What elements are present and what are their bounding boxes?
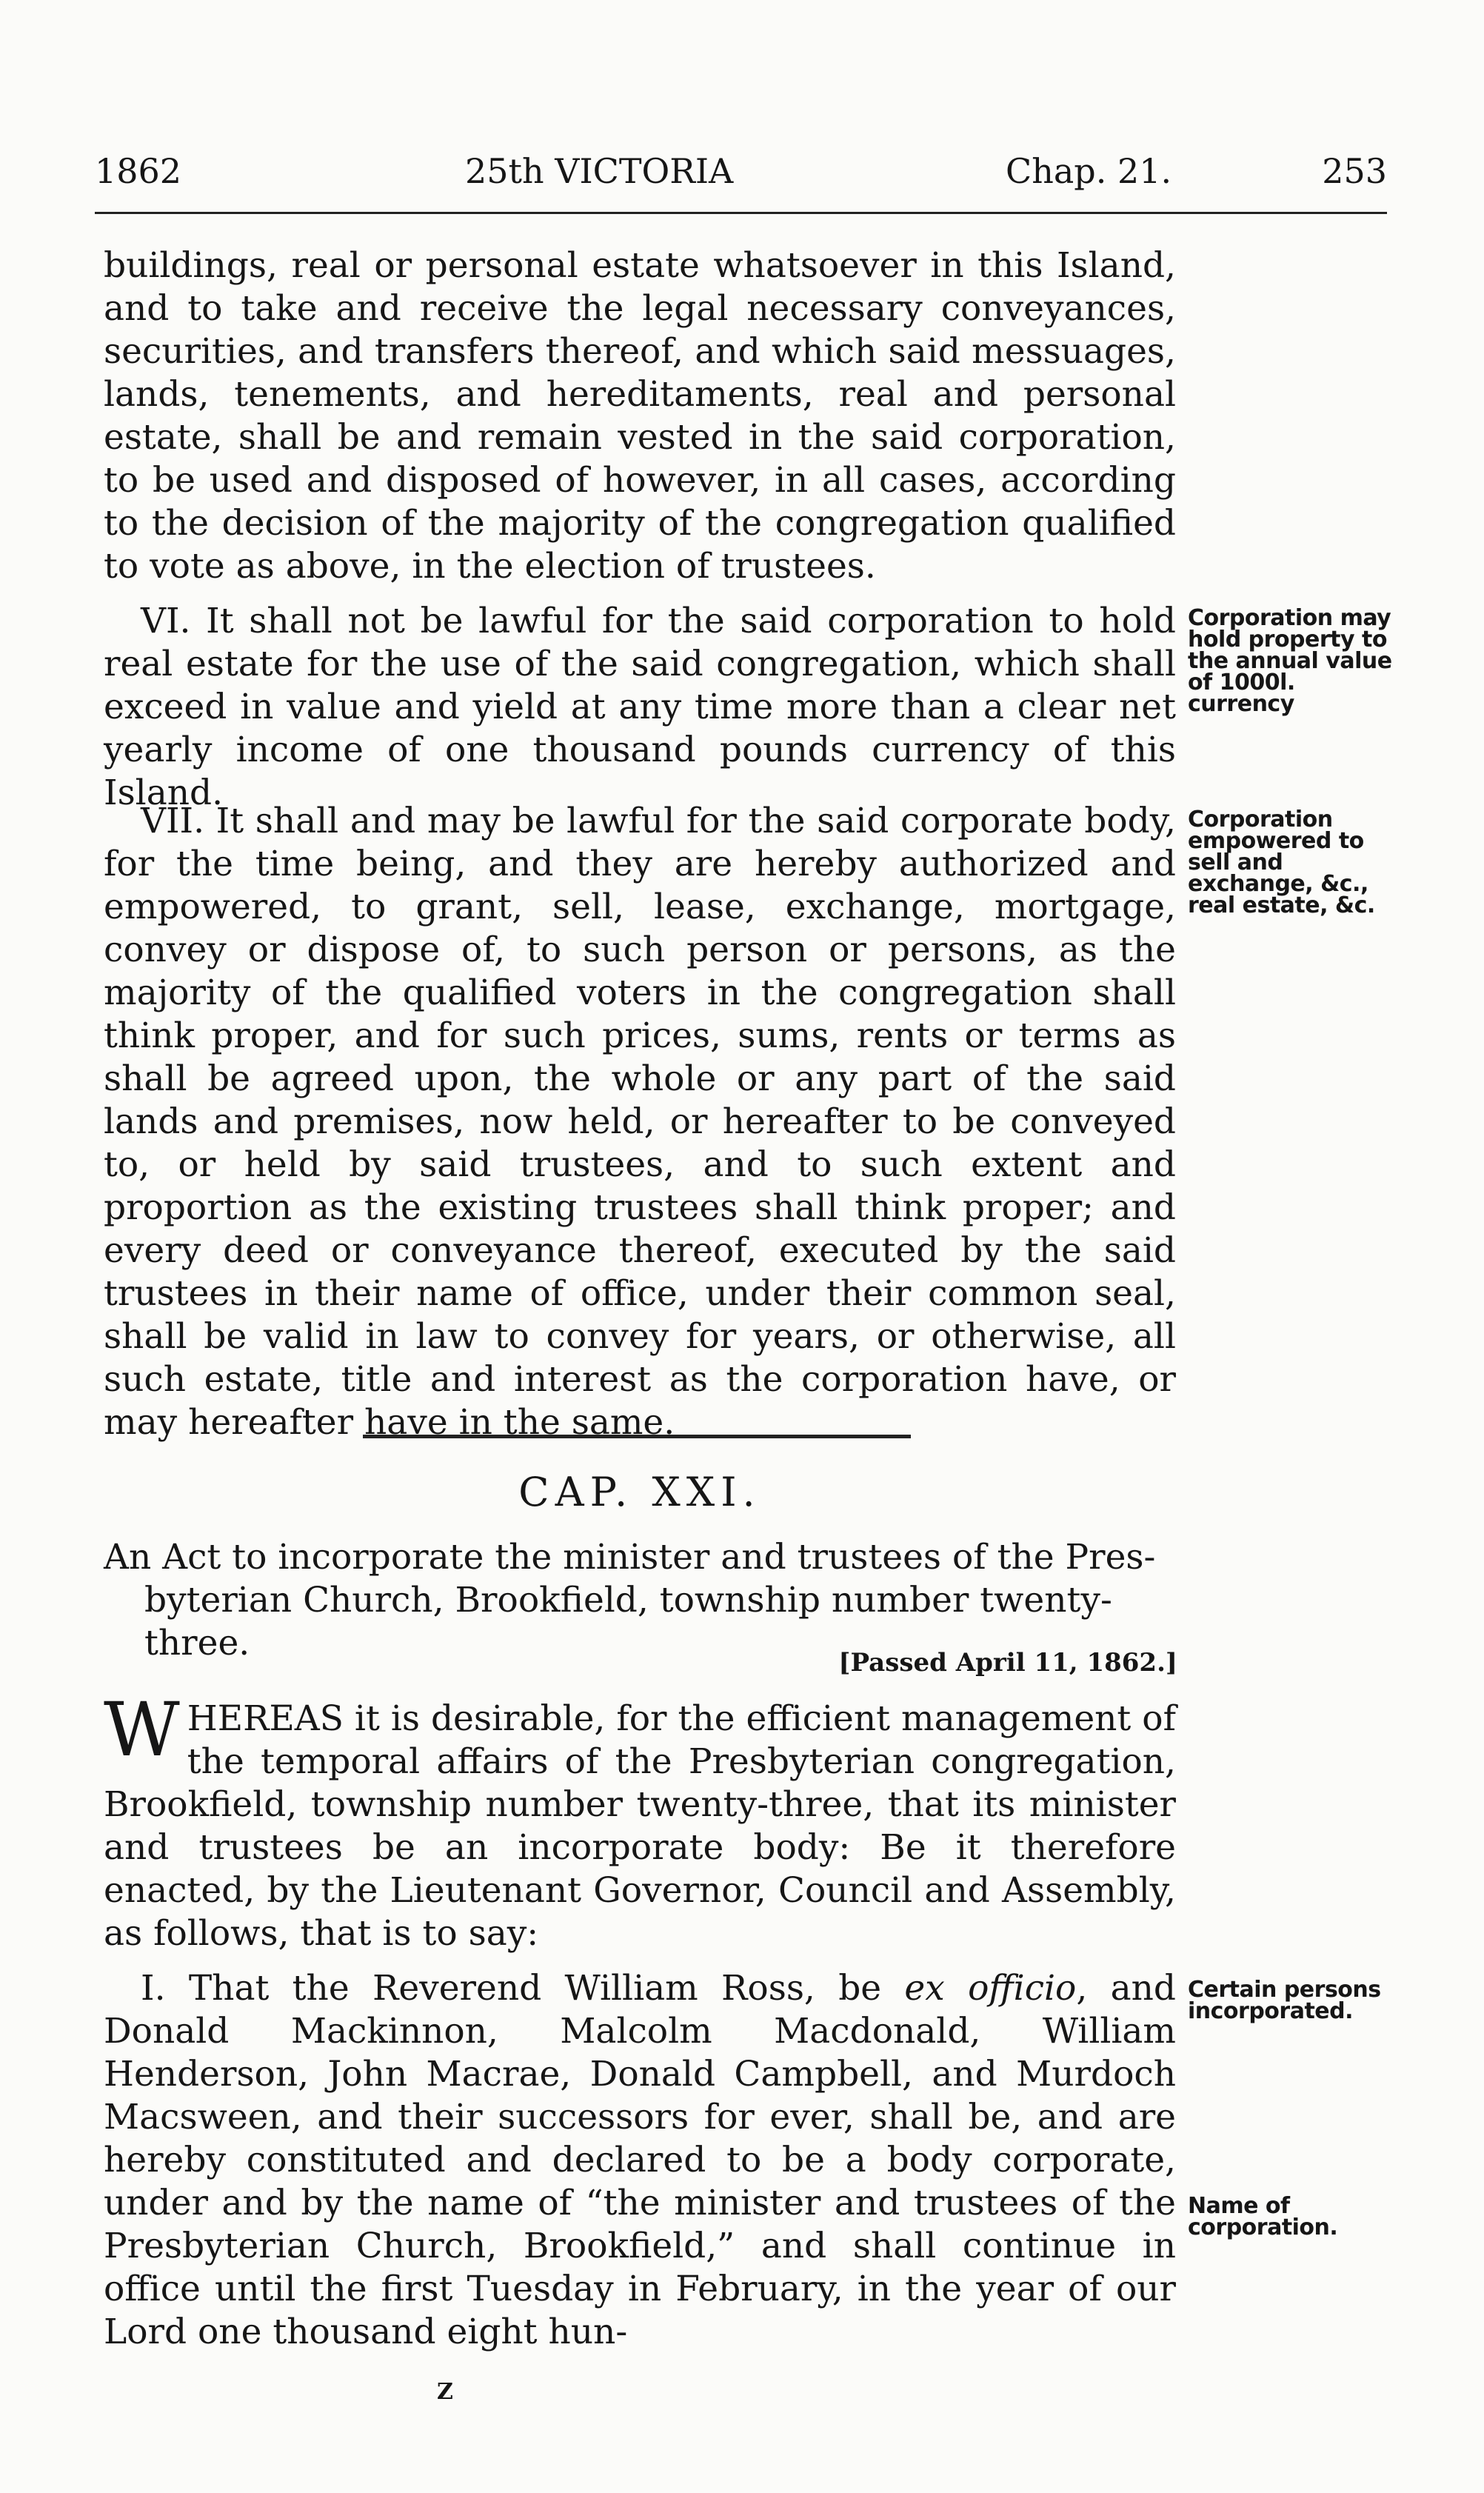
act-title-line-2: byterian Church, Brookfield, township number twenty-three.	[144, 1580, 1112, 1663]
cap-title: CAP. XXI.	[518, 1469, 761, 1515]
page-number: 253	[1322, 151, 1387, 191]
margin-note-corporation-may-hold: Corporation may hold property to the annual value of 1000l. currency	[1188, 605, 1392, 717]
section-7-text: VII. It shall and may be lawful for the said corporate body, for the time being, and they are hereby authorized and empowered, to grant, sell, lease, exchange, mortgage, convey or dispose of, to such person or persons, as the majority of the qualified voters in the congregation shall think proper, and for such prices, sums, rents or terms as shall be agreed upon, the whole or any part of the said lands and premises, now held, or hereafter to be conveyed to, or held by said trustees, and to such extent and proportion as the existing trustees shall think proper; and every deed or conveyance thereof, executed by the said trustees in their name of office, under their common seal, shall be valid in law to convey for years, or otherwise, all such estate, title and interest as the corporation have, or may hereafter have in the same.	[104, 801, 1176, 1443]
section-1-text-b: , and Donald Mackinnon, Malcolm Macdonald, William Henderson, John Macrae, Donald Campbell, and Murdoch Macsween, and their successors for ever, shall be, and are hereby constituted and declared to be a body corporate, under and by the name of “the minister and trustees of the Presbyterian Church, Brookfield,” and shall continue in office until the first Tuesday in February, in the year of our Lord one thousand eight hun-	[104, 1968, 1176, 2352]
header-rule	[95, 212, 1387, 214]
section-1-paragraph	[104, 1967, 1176, 2354]
margin-note-certain-persons: Certain persons incorporated.	[1188, 1977, 1381, 2024]
whereas-text: HEREAS it is desirable, for the efficient management of the temporal affairs of the Presbyterian congregation, Brookfield, township number twenty-three, that its minister and trustees be an incorporate body: Be it therefore enacted, by the Lieutenant Governor, Council and Assembly, as follows, that is to say:	[104, 1698, 1176, 1954]
header-year: 1862	[95, 151, 182, 191]
section-6-paragraph	[104, 600, 1176, 815]
section-divider	[363, 1435, 911, 1438]
drop-cap: W	[104, 1686, 180, 1773]
section-1-text-a: I. That the Reverend William Ross, be	[141, 1968, 905, 2009]
passed-date: [Passed April 11, 1862.]	[838, 1648, 1177, 1678]
signature-mark: Z	[437, 2379, 453, 2405]
header-reign: 25th VICTORIA	[465, 151, 734, 191]
section-6-text: VI. It shall not be lawful for the said corporation to hold real estate for the use of the said congregation, which shall exceed in value and yield at any time more than a clear net yearly income of one thousand pounds currency of this Island.	[104, 601, 1176, 813]
header-chapter: Chap. 21.	[1006, 151, 1172, 191]
whereas-preamble	[104, 1686, 1176, 1955]
section-7-paragraph	[104, 800, 1176, 1444]
margin-note-name-of-corporation: Name of corporation.	[1188, 2193, 1338, 2240]
running-header	[95, 145, 1387, 197]
continued-paragraph: buildings, real or personal estate whatsoever in this Island, and to take and receive the legal necessary conveyances, securities, and transfers thereof, and which said messuages, lands, tenements, and hereditaments, real and personal estate, shall be and remain vested in the said corporation, to be used and disposed of however, in all cases, according to the decision of the majority of the congregation qualified to vote as above, in the election of trustees.	[104, 245, 1176, 587]
act-title-line-1: An Act to incorporate the minister and trustees of the Pres-	[104, 1537, 1156, 1578]
section-1-italic: ex officio	[904, 1968, 1077, 2009]
margin-note-corporation-empowered: Corporation empowered to sell and exchange, &c., real estate, &c.	[1188, 807, 1375, 918]
